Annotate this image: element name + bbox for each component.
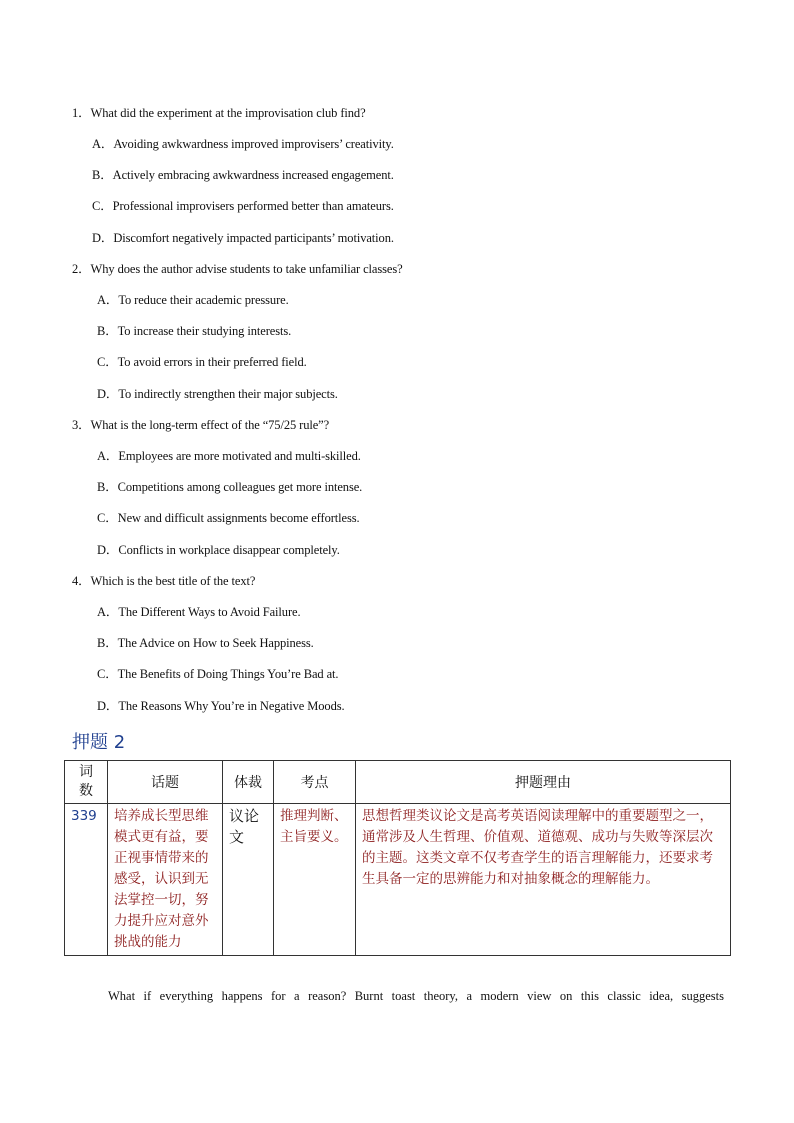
question-4-option-c: C．The Benefits of Doing Things You’re Bad at. [97, 667, 339, 681]
question-4-option-a: A．The Different Ways to Avoid Failure. [97, 605, 301, 619]
question-2-stem: 2．Why does the author advise students to take unfamiliar classes? [72, 262, 403, 276]
section-title: 押题 2 [72, 732, 126, 753]
question-4-option-d: D．The Reasons Why You’re in Negative Moods. [97, 699, 345, 713]
question-3-option-c: C．New and difficult assignments become effortless. [97, 511, 360, 525]
question-3-option-d: D．Conflicts in workplace disappear completely. [97, 543, 340, 557]
genre-cell: 议论文 [223, 804, 274, 956]
header-reason: 押题理由 [356, 761, 731, 804]
test-points-cell: 推理判断、主旨要义。 [274, 804, 356, 956]
reason-cell: 思想哲理类议论文是高考英语阅读理解中的重要题型之一，通常涉及人生哲理、价值观、道德观、成功与失败等深层次的主题。这类文章不仅考查学生的语言理解能力，还要求考生具备一定的思辨能力和对抽象概念的理解能力。 [356, 804, 731, 956]
question-1-option-b: B．Actively embracing awkwardness increased engagement. [92, 168, 394, 182]
passage-first-line: What if everything happens for a reason? Burnt toast theory, a modern view on this classic idea, suggests [108, 989, 724, 1003]
header-test-points: 考点 [274, 761, 356, 804]
question-2-option-b: B．To increase their studying interests. [97, 324, 292, 338]
question-2-option-a: A．To reduce their academic pressure. [97, 293, 289, 307]
question-1-option-a: A．Avoiding awkwardness improved improvisers’ creativity. [92, 137, 394, 151]
table-row [65, 804, 731, 956]
question-1-option-d: D．Discomfort negatively impacted participants’ motivation. [92, 231, 394, 245]
question-1-option-c: C．Professional improvisers performed better than amateurs. [92, 199, 394, 213]
table-header-row [65, 761, 731, 804]
question-4-stem: 4．Which is the best title of the text? [72, 574, 256, 588]
header-topic: 话题 [108, 761, 223, 804]
question-3-option-b: B．Competitions among colleagues get more intense. [97, 480, 363, 494]
header-genre: 体裁 [223, 761, 274, 804]
question-3-option-a: A．Employees are more motivated and multi-skilled. [97, 449, 361, 463]
question-4-option-b: B．The Advice on How to Seek Happiness. [97, 636, 314, 650]
question-2-option-c: C．To avoid errors in their preferred field. [97, 355, 307, 369]
question-1-stem: 1．What did the experiment at the improvisation club find? [72, 106, 366, 120]
topic-cell: 培养成长型思维模式更有益，要正视事情带来的感受，认识到无法掌控一切，努力提升应对意外挑战的能力 [108, 804, 223, 956]
prediction-info-table [64, 760, 731, 956]
question-2-option-d: D．To indirectly strengthen their major subjects. [97, 387, 338, 401]
question-3-stem: 3．What is the long-term effect of the “75/25 rule”? [72, 418, 330, 432]
word-count-cell: 339 [65, 804, 108, 956]
header-word-count: 词数 [65, 761, 108, 804]
